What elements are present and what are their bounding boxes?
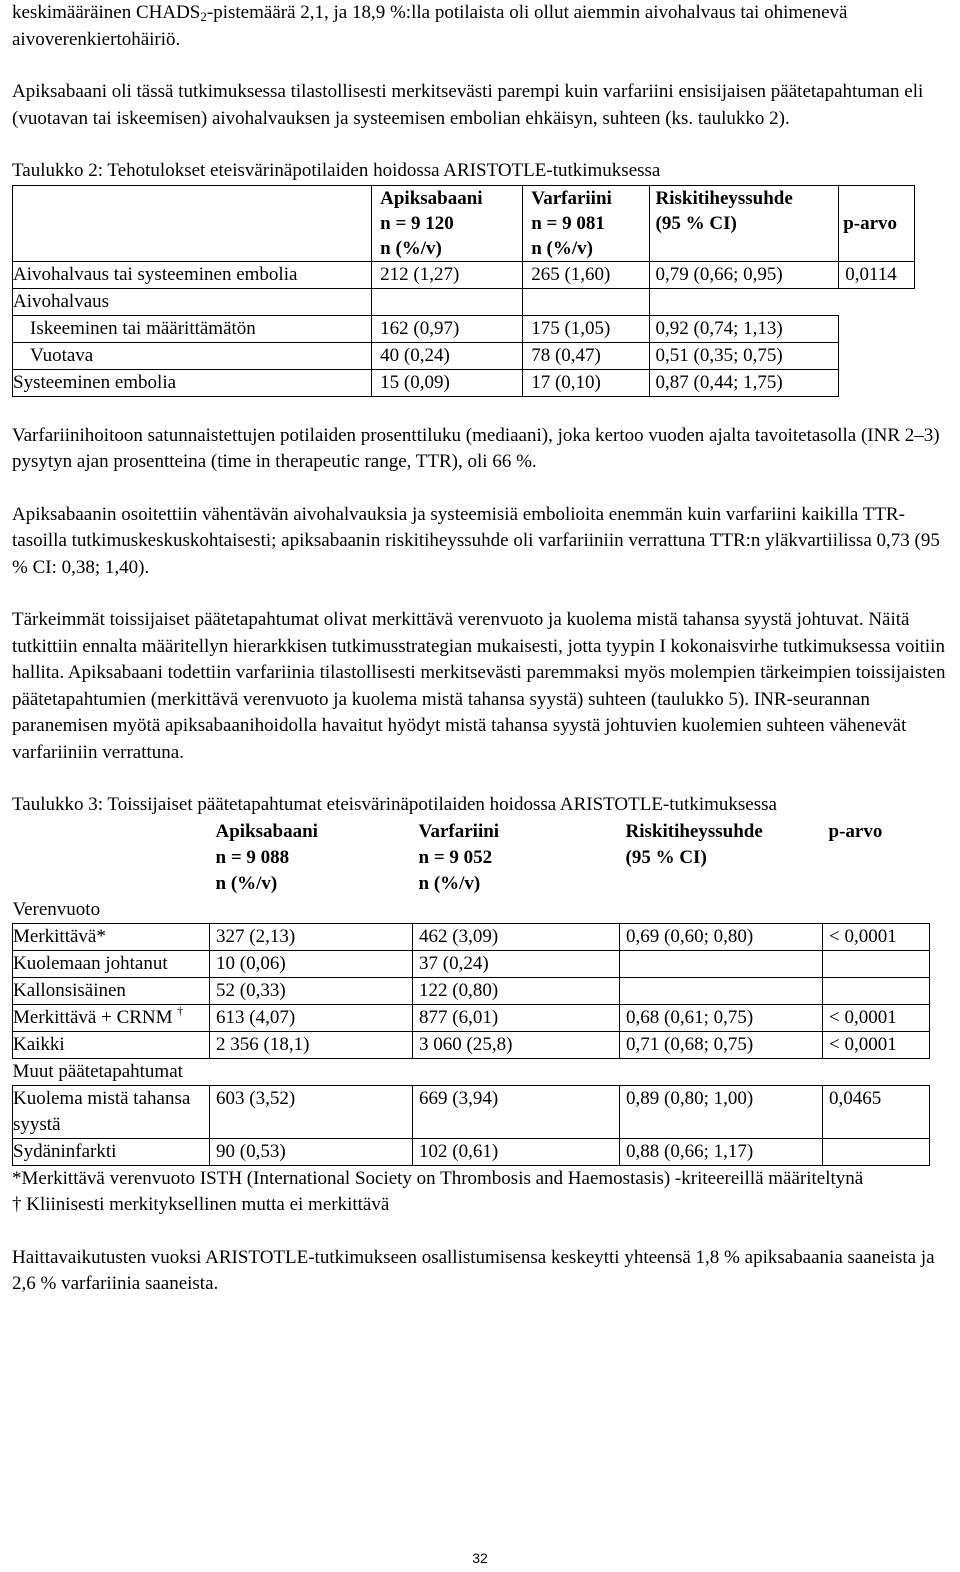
cell-p-value [823,977,930,1004]
cell-p-value [839,315,915,342]
header-line: n (%/v) [418,872,481,894]
header-line: Riskitiheyssuhde [625,820,763,842]
table-row [13,369,915,396]
table-header-row [13,819,930,897]
header-line: n (%/v) [215,872,278,894]
cell-warfarin: 462 (3,09) [413,923,620,950]
table-row [13,1085,930,1138]
cell-warfarin: 175 (1,05) [523,315,649,342]
header-warfarin [413,819,620,897]
header-line: Apiksabaani [380,187,483,209]
header-hazard-ratio [620,819,823,897]
cell-hazard-ratio: 0,68 (0,61; 0,75) [620,1004,823,1031]
row-label: Systeeminen embolia [13,369,372,396]
row-label: Sydäninfarkti [13,1138,210,1165]
paragraph-text: keskimääräinen CHADS [12,2,201,23]
row-label-text: Merkittävä + CRNM [13,1006,173,1028]
table-row [13,1004,930,1031]
dagger-superscript: † [177,1003,184,1018]
cell-hazard-ratio: 0,69 (0,60; 0,80) [620,923,823,950]
table-row [13,1031,930,1058]
cell-apixaban: 90 (0,53) [210,1138,413,1165]
cell-apixaban: 212 (1,27) [372,261,523,288]
paragraph-secondary-endpoints: Tärkeimmät toissijaiset päätetapahtumat olivat merkittävä verenvuoto ja kuolema mistä tahansa syystä johtuvat. Näitä tutkittiin ennalta määritellyn hierarkkisen tutkimusstrategian mukaisesti, jotta tyypin I kokonaisvirhe tutkimuksessa voitiin hallita. Apiksabaani todettiin varfariinia tilastollisesti merkitsevästi paremmaksi myös molempien tärkeimpien toissijaisten päätetapahtumien (merkittävä verenvuoto ja kuolema mistä tahansa syystä) suhteen (taulukko 5). INR-seurannan paranemisen myötä apiksabaanihoidolla havaitut hyödyt mistä tahansa syystä johtuvien kuolemien suhteen vähenevät varfariiniin verrattuna. [12,609,946,763]
cell-apixaban: 603 (3,52) [210,1085,413,1138]
cell-p-value: < 0,0001 [823,1004,930,1031]
cell-apixaban: 2 356 (18,1) [210,1031,413,1058]
header-empty-cell [13,819,210,897]
table-3-footnote: *Merkittävä verenvuoto ISTH (International Society on Thrombosis and Haemostasis) -kriteereillä määriteltynä [12,1167,864,1189]
cell-apixaban: 10 (0,06) [210,950,413,977]
cell-hazard-ratio: 0,71 (0,68; 0,75) [620,1031,823,1058]
table-header-row [13,185,915,261]
table-row [13,923,930,950]
header-line: n (%/v) [380,237,442,259]
cell-hazard-ratio: 0,87 (0,44; 1,75) [649,369,839,396]
table-3-caption: Taulukko 3: Toissijaiset päätetapahtumat eteisvärinäpotilaiden hoidossa ARISTOTLE-tutkimuksessa [12,794,777,815]
cell-hazard-ratio: 0,51 (0,35; 0,75) [649,342,839,369]
header-empty-cell [13,185,372,261]
row-label: Kuolemaan johtanut [13,950,210,977]
cell-warfarin: 102 (0,61) [413,1138,620,1165]
paragraph-text: -pistemäärä 2,1, ja 18,9 %:lla potilaista oli ollut aiemmin aivohalvaus tai ohimenevä aivoverenkiertohäiriö. [12,2,848,50]
section-row [13,897,930,924]
cell-apixaban [372,288,523,315]
paragraph-discontinuation: Haittavaikutusten vuoksi ARISTOTLE-tutkimukseen osallistumisensa keskeytti yhteensä 1,8 % apiksabaania saaneista ja 2,6 % varfariinia saaneista. [12,1246,935,1294]
cell-warfarin: 37 (0,24) [413,950,620,977]
table-row [13,315,915,342]
cell-apixaban: 327 (2,13) [210,923,413,950]
table-2 [12,185,915,397]
cell-hazard-ratio: 0,88 (0,66; 1,17) [620,1138,823,1165]
paragraph-ttr-levels: Apiksabaanin osoitettiin vähentävän aivohalvauksia ja systeemisiä embolioita enemmän kuin varfariini kaikilla TTR-tasoilla tutkimuskeskuskohtaisesti; apiksabaanin riskitiheyssuhde oli varfariiniin verrattuna TTR:n yläkvartiilissa 0,73 (95 % CI: 0,38; 1,40). [12,503,940,578]
cell-p-value: < 0,0001 [823,1031,930,1058]
header-warfarin [523,185,649,261]
cell-warfarin: 78 (0,47) [523,342,649,369]
header-line: (95 % CI) [625,846,707,868]
document-page [12,0,952,1298]
cell-p-value [823,950,930,977]
header-line: n (%/v) [531,237,593,259]
table-row [13,950,930,977]
cell-p-value: 0,0114 [839,261,915,288]
row-label: Kaikki [13,1031,210,1058]
header-line: (95 % CI) [655,212,737,234]
table-row [13,977,930,1004]
cell-hazard-ratio [620,950,823,977]
row-label [13,1004,210,1031]
header-line: n = 9 081 [531,212,605,234]
header-line: Riskitiheyssuhde [655,187,793,209]
header-line: Varfariini [531,187,612,209]
cell-warfarin: 122 (0,80) [413,977,620,1004]
cell-p-value [839,342,915,369]
table-row [13,342,915,369]
cell-warfarin: 17 (0,10) [523,369,649,396]
row-label: Kallonsisäinen [13,977,210,1004]
paragraph-efficacy: Apiksabaani oli tässä tutkimuksessa tilastollisesti merkitsevästi parempi kuin varfariini ensisijaisen päätetapahtuman eli (vuotavan tai iskeemisen) aivohalvauksen ja systeemisen embolian ehkäisyn, suhteen (ks. taulukko 2). [12,81,924,129]
paragraph-chads [12,0,952,53]
cell-warfarin: 669 (3,94) [413,1085,620,1138]
cell-apixaban: 40 (0,24) [372,342,523,369]
cell-apixaban: 15 (0,09) [372,369,523,396]
cell-p-value: 0,0465 [823,1085,930,1138]
header-p-value: p-arvo [828,820,883,842]
cell-hazard-ratio: 0,79 (0,66; 0,95) [649,261,839,288]
row-label: Kuolema mistä tahansa syystä [13,1085,210,1138]
cell-warfarin [523,288,649,315]
cell-p-value [839,369,915,396]
row-label: Aivohalvaus tai systeeminen embolia [13,261,372,288]
table-row [13,261,915,288]
cell-hazard-ratio: 0,92 (0,74; 1,13) [649,315,839,342]
cell-apixaban: 52 (0,33) [210,977,413,1004]
row-label: Iskeeminen tai määrittämätön [13,315,372,342]
table-row [13,1138,930,1165]
subscript: 2 [200,9,207,24]
row-label: Merkittävä* [13,923,210,950]
cell-hazard-ratio [620,977,823,1004]
header-apixaban [210,819,413,897]
header-line: n = 9 052 [418,846,493,868]
cell-warfarin: 3 060 (25,8) [413,1031,620,1058]
cell-apixaban: 613 (4,07) [210,1004,413,1031]
cell-apixaban: 162 (0,97) [372,315,523,342]
paragraph-ttr: Varfariinihoitoon satunnaistettujen potilaiden prosenttiluku (mediaani), joka kertoo vuoden ajalta tavoitetasolla (INR 2–3) pysytyn ajan prosentteina (time in therapeutic range, TTR), oli 66 %. [12,424,940,472]
header-line: n = 9 088 [215,846,290,868]
section-row [13,1058,930,1085]
header-p-value: p-arvo [839,185,915,261]
header-line: Apiksabaani [215,820,318,842]
cell-hazard-ratio: 0,89 (0,80; 1,00) [620,1085,823,1138]
cell-p-value [823,1138,930,1165]
table-3 [12,819,930,1166]
table-2-caption: Taulukko 2: Tehotulokset eteisvärinäpotilaiden hoidossa ARISTOTLE-tutkimuksessa [12,160,661,181]
cell-p-value [839,288,915,315]
header-apixaban [372,185,523,261]
cell-warfarin: 877 (6,01) [413,1004,620,1031]
header-line: Varfariini [418,820,500,842]
table-3-footnote: † Kliinisesti merkityksellinen mutta ei merkittävä [12,1194,390,1215]
cell-hazard-ratio [649,288,839,315]
header-line: n = 9 120 [380,212,454,234]
page-number: 32 [472,1550,488,1566]
section-label: Muut päätetapahtumat [13,1058,930,1085]
row-label: Vuotava [13,342,372,369]
table-row [13,288,915,315]
row-label: Aivohalvaus [13,288,372,315]
cell-warfarin: 265 (1,60) [523,261,649,288]
header-hazard-ratio [649,185,839,261]
section-label: Verenvuoto [13,897,930,924]
cell-p-value: < 0,0001 [823,923,930,950]
